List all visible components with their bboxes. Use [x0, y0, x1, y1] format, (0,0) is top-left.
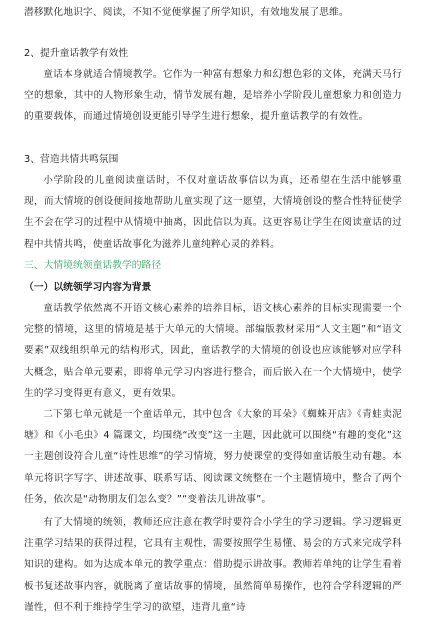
heading-empathy-atmosphere [24, 150, 118, 170]
section-heading-paths: 三、大情境统领童话教学的路径 [24, 260, 162, 271]
subsection-heading-content: （一）以统领学习内容为背景 [24, 282, 152, 293]
paragraph-unit-seven: 二下第七单元就是一个童话单元，其中包含《大象的耳朵》《蜘蛛开店》《青蛙卖泥塘》和《小毛虫》4 篇课文，均围绕“改变”这一主题，因此就可以围绕“有趣的变化”这一主题创设符合儿童“诗性思维”的学习情境，努力使课堂的变得如童话般生动有趣。本单元将识字写字、讲述故事、联系写话、阅读课文统整在一个主题情境中，整合了两个任务，依次是“动物朋友们怎么变？”“变着法儿讲故事”。 [24, 409, 402, 505]
paragraph-learning-logic: 有了大情境的统领，教师还应注意在教学时要符合小学生的学习逻辑。学习逻辑更注重学习结果的获得过程，它具有主观性，需要按照学生易懂、易会的方式来完成学科知识的建构。如为达成本单元的教学重点：借助提示讲故事。教师若单纯的让学生看着板书复述故事内容，就脱离了童话故事的情境，虽然简单易操作，也符合学科逻辑的严谨性，但不利于维持学生学习的欲望，违背儿童“诗 [24, 517, 402, 613]
paragraph-empathy: 小学阶段的儿童阅读童话时，不仅对童话故事信以为真，还希望在生活中能够重现，而大情境的创设便间接地帮助儿童实现了这一愿望，大情境创设的整合性特征使学生不会在学习的过程中从情境中抽离，因此信以为真。这更容易让学生在阅读童话的过程中共情共鸣，使童话故事化为滋养儿童纯粹心灵的养料。 [24, 175, 402, 250]
heading-text: 3、营造共情共鸣氛围 [24, 154, 119, 165]
paragraph-effectiveness: 童话本身就适合情境教学。它作为一种富有想象力和幻想色彩的文体，充满天马行空的想象，其中的人物形象生动，情节发展有趣，是培养小学阶段儿童想象力和创造力的重要载体，而通过情境创设更能引导学生进行想象，提升童话教学的有效性。 [24, 69, 402, 123]
paragraph-core-literacy: 童话教学依然离不开语文核心素养的培养目标，语文核心素养的目标实现需要一个完整的情境，这里的情境是基于大单元的大情境。部编版教材采用“人文主题”和“语文要素”双线组织单元的结构形式，因此，童话教学的大情境的创设也应该能够对应学科大概念，贴合单元要素，即将单元学习内容进行整合，而后嵌入在一个大情境中，使学生的学习变得更有意义，更有效果。 [24, 303, 402, 399]
heading-text: 2、提升童话教学有效性 [24, 48, 129, 59]
heading-improve-effectiveness [24, 44, 128, 64]
paragraph-intro-tail: 潜移默化地识字、阅读，不知不觉便掌握了所学知识，有效地发展了思维。 [24, 7, 349, 18]
